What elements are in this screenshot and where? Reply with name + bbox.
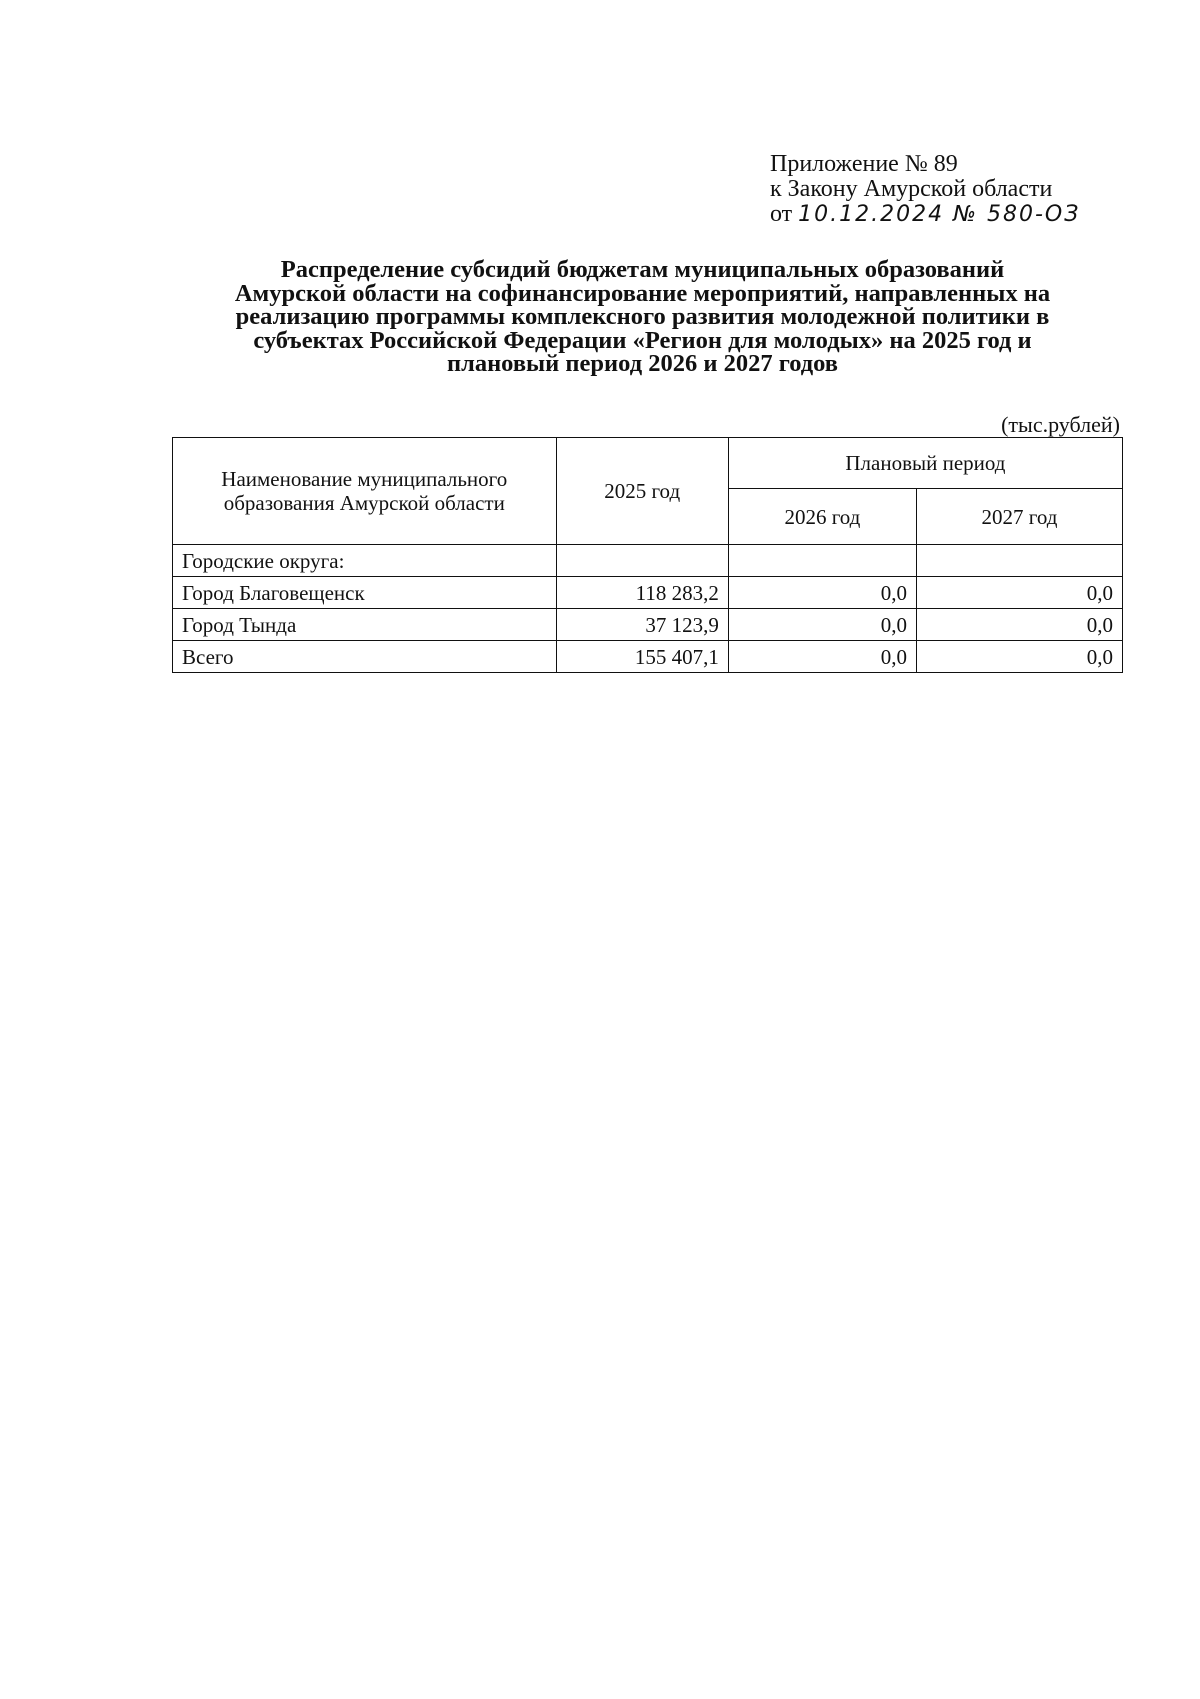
total-value-2026: 0,0 — [728, 641, 916, 673]
row-name: Город Благовещенск — [173, 577, 557, 609]
section-row — [173, 545, 1123, 577]
table-row — [173, 577, 1123, 609]
handwritten-date-number: 10.12.2024 № 580-ОЗ — [798, 202, 1081, 227]
header-year-2027: 2027 год — [916, 489, 1122, 545]
title-line-2: Амурской области на софинансирование мероприятий, направленных на — [234, 279, 1051, 307]
total-row — [173, 641, 1123, 673]
empty-cell — [556, 545, 728, 577]
total-value-2027: 0,0 — [916, 641, 1122, 673]
total-label: Всего — [173, 641, 557, 673]
header-municipality-name: Наименование муниципального образования Амурской области — [173, 438, 557, 545]
row-name: Город Тында — [173, 609, 557, 641]
header-year-2025: 2025 год — [556, 438, 728, 545]
total-value-2025: 155 407,1 — [556, 641, 728, 673]
subsidy-table — [172, 437, 1123, 673]
row-value-2026: 0,0 — [728, 577, 916, 609]
header-planned-period: Плановый период — [728, 438, 1122, 489]
section-label: Городские округа: — [173, 545, 557, 577]
table-row — [173, 609, 1123, 641]
row-value-2026: 0,0 — [728, 609, 916, 641]
title-line-4: субъектах Российской Федерации «Регион для молодых» на 2025 год и — [253, 326, 1032, 354]
empty-cell — [728, 545, 916, 577]
title-line-1: Распределение субсидий бюджетам муниципальных образований — [280, 256, 1005, 283]
appendix-number: Приложение № 89 — [770, 151, 958, 177]
title-line-3: реализацию программы комплексного развития молодежной политики в — [235, 303, 1050, 330]
appendix-header — [770, 152, 1080, 227]
empty-cell — [916, 545, 1122, 577]
header-year-2026: 2026 год — [728, 489, 916, 545]
row-value-2025: 37 123,9 — [556, 609, 728, 641]
appendix-date-line — [770, 202, 1080, 227]
appendix-law-reference: к Закону Амурской области — [770, 176, 1053, 202]
units-label: (тыс.рублей) — [1001, 412, 1120, 437]
title-line-5: плановый период 2026 и 2027 годов — [446, 350, 839, 377]
document-title — [150, 258, 1135, 376]
row-value-2027: 0,0 — [916, 609, 1122, 641]
row-value-2025: 118 283,2 — [556, 577, 728, 609]
appendix-date-prefix: от — [770, 201, 793, 227]
table-header-row — [173, 438, 1123, 489]
row-value-2027: 0,0 — [916, 577, 1122, 609]
